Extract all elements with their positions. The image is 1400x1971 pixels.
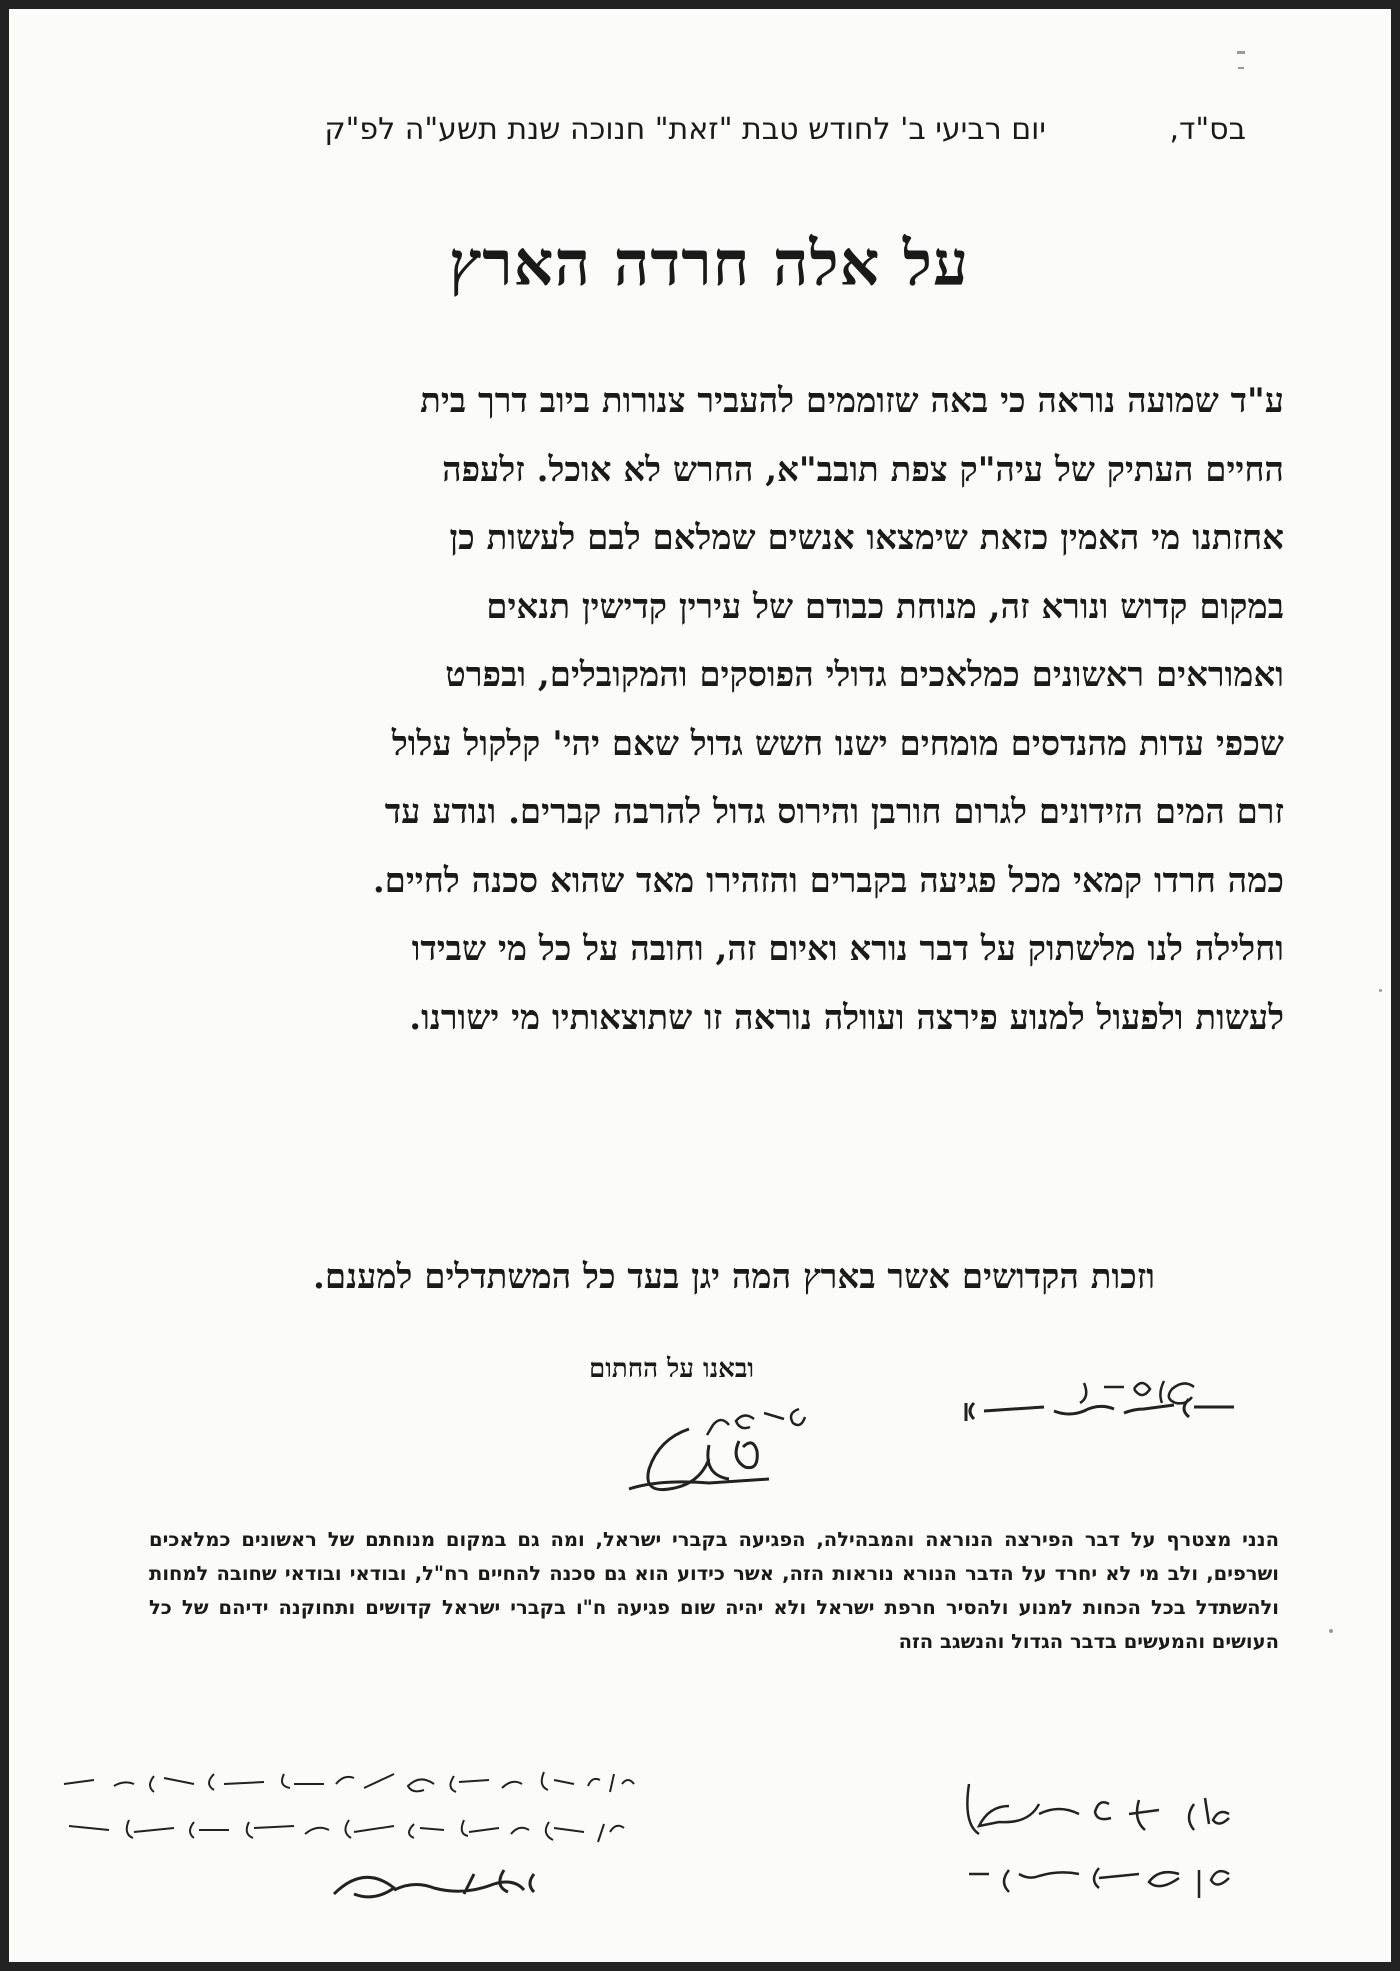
signature-bottom-left	[34, 1754, 654, 1954]
body-line: לעשות ולפעול למנוע פירצה ועוולה נוראה זו שתוצאותיו מי ישורנו.	[409, 997, 1284, 1038]
body-line: ע"ד שמועה נוראה כי באה שזוממים להעביר צנורות ביוב דרך בית	[420, 381, 1284, 421]
body-line: אחזתנו מי האמין כזאת שימצאו אנשים שמלאם לבם לעשות כן	[449, 518, 1284, 558]
letter-header	[169, 104, 1246, 164]
body-line: זרם המים הזידונים לגרום חורבן והירוס גדול להרבה קברים. ונודע עד	[384, 792, 1284, 832]
scan-mark	[1237, 51, 1245, 54]
signature-right	[944, 1369, 1244, 1449]
closing-blessing: וזכות הקדושים אשר בארץ המה יגן בעד כל המשתדלים למענם.	[313, 1257, 1155, 1297]
letter-body	[184, 367, 1284, 1052]
body-line: החיים העתיק של עיה"ק צפת תובב"א, החרש לא אוכל. זלעפה	[442, 449, 1284, 490]
letter-date: יום רביעי ב' לחודש טבת "זאת" חנוכה שנת תשע"ה לפ"ק	[324, 112, 1046, 147]
body-line: שכפי עדות מהנדסים מומחים ישנו חשש גדול שאם יהי' קלקול עלול	[391, 723, 1284, 764]
signature-heading: ובאנו על החתום	[589, 1354, 755, 1384]
body-line: במקום קדוש ונורא זה, מנוחת כבודם של עירין קדישין תנאים	[486, 586, 1284, 627]
body-line: וחלילה לנו מלשתוק על דבר נורא ואיום זה, וחובה על כל מי שבידו	[411, 929, 1284, 969]
signature-bottom-right	[909, 1774, 1249, 1924]
body-line: כמה חרדו קמאי מכל פגיעה בקברים והזהירו מאד שהוא סכנה לחיים.	[372, 860, 1284, 901]
bsd-marking: בס"ד,	[1169, 112, 1246, 147]
scan-speck	[1329, 1629, 1333, 1633]
page-title: על אלה חרדה הארץ	[448, 227, 970, 300]
signature-center	[589, 1389, 849, 1519]
endorsement-paragraph: הנני מצטרף על דבר הפירצה הנוראה והמבהילה, הפגיעה בקברי ישראל, ומה גם במקום מנוחתם של ראשונים כמלאכים ושרפים, ולב מי לא יחרד על הדבר הנורא נוראות הזה, אשר כידוע הוא גם סכנה להחיים רח"ל, ובודאי ובודאי שחובה למחות ולהשתדל בכל הכחות למנוע ולהסיר חרפת ישראל ולא יהיה שום פגיעה ח"ו בקברי ישראל קדושים ותחוקנה ידיהם של כל העושים והמעשים בדבר הגדול והנשגב הזה	[149, 1528, 1279, 1653]
body-line: ואמוראים ראשונים כמלאכים גדולי הפוסקים והמקובלים, ובפרט	[445, 655, 1284, 695]
scan-mark	[1238, 67, 1244, 69]
scan-speck	[1379, 989, 1382, 992]
